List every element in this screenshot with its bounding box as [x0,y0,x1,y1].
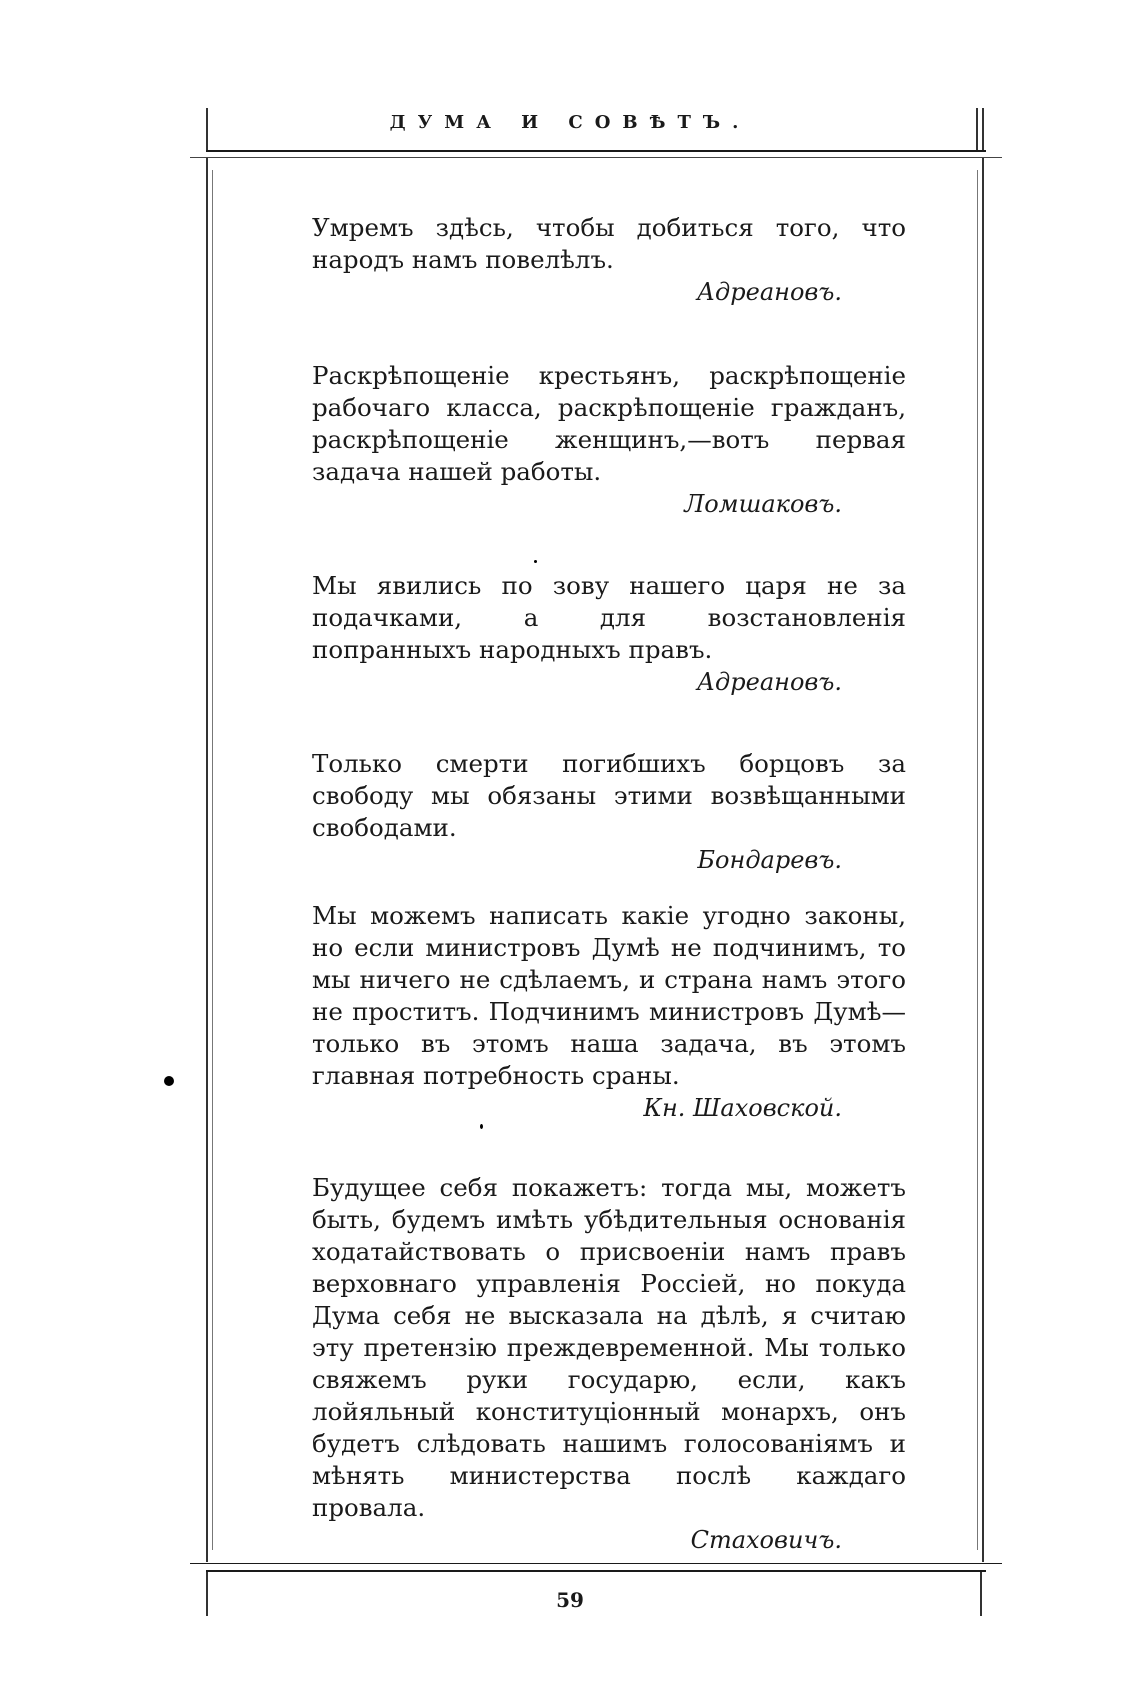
page-number: 59 [556,1588,584,1612]
quote-block-3 [312,570,906,698]
scan-speck [480,1124,483,1129]
quote-text: Мы можемъ написать какіе угодно законы, но если министровъ Думѣ не подчинимъ, то мы ничего не сдѣлаемъ, и страна намъ этого не проститъ. Подчинимъ министровъ Думѣ—только въ этомъ наша задача, въ этомъ главная потребность сраны. [312,901,906,1090]
running-title: ДУМА И СОВѢТЪ. [389,112,751,133]
quote-author: Стаховичъ. [690,1526,842,1554]
frame-tick-right-top-2 [982,108,984,150]
quote-text: Раскрѣпощеніе крестьянъ, раскрѣпощеніе рабочаго класса, раскрѣпощеніе гражданъ, раскрѣпощеніе женщинъ,—вотъ первая задача нашей работы. [312,361,906,486]
frame-right-rule [982,158,984,1562]
quote-block-2 [312,360,906,520]
quote-text: Мы явились по зову нашего царя не за подачками, а для возстановленія попранныхъ народныхъ правъ. [312,571,906,664]
scan-speck [164,1076,174,1086]
quote-block-1 [312,212,906,308]
quote-block-6 [312,1172,906,1556]
quote-author: Кн. Шаховской. [643,1094,842,1122]
frame-top-rule [206,150,986,152]
quote-text: Только смерти погибшихъ борцовъ за свободу мы обязаны этими возвѣщанными свободами. [312,749,906,842]
quote-author: Адреановъ. [696,278,842,306]
frame-tick-right-top [976,108,978,150]
quote-block-4 [312,748,906,876]
quote-author: Адреановъ. [696,668,842,696]
frame-tick-left-top [206,108,208,150]
frame-bottom-rule-thin [190,1563,1002,1564]
frame-top-rule-thin [190,157,1002,158]
scan-speck [534,560,537,563]
frame-left-rule-thin [212,170,213,1550]
frame-right-rule-thin [977,170,978,1550]
frame-bottom-rule [206,1570,986,1572]
quote-author: Ломшаковъ. [684,490,842,518]
frame-left-rule [206,158,208,1562]
quote-block-5 [312,900,906,1124]
quote-text: Умремъ здѣсь, чтобы добиться того, что народъ намъ повелѣлъ. [312,213,906,274]
quote-author: Бондаревъ. [697,846,842,874]
quote-text: Будущее себя покажетъ: тогда мы, можетъ быть, будемъ имѣть убѣдительныя основанія ходатайствовать о присвоеніи намъ правъ верховнаго управленія Россіей, но покуда Дума себя не высказала на дѣлѣ, я считаю эту претензію преждевременной. Мы только свяжемъ руки государю, если, какъ лойяльный конституціонный монархъ, онъ будетъ слѣдовать нашимъ голосованіямъ и мѣнять министерства послѣ каждаго провала. [312,1173,906,1522]
